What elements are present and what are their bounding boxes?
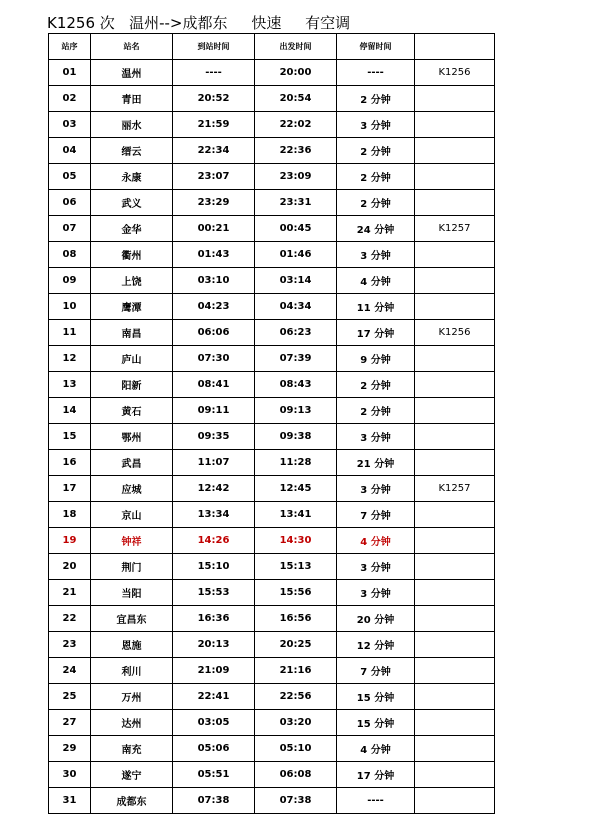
table-row: [49, 138, 495, 164]
stop-duration: 2 分钟: [337, 164, 415, 190]
arrive-time: 22:34: [173, 138, 255, 164]
stop-duration: 7 分钟: [337, 658, 415, 684]
stop-duration: 4 分钟: [337, 268, 415, 294]
stop-duration: 24 分钟: [337, 216, 415, 242]
depart-time: 09:38: [255, 424, 337, 450]
stop-seq: 13: [49, 372, 91, 398]
train-number: [415, 450, 495, 476]
arrive-time: 00:21: [173, 216, 255, 242]
train-number: K1256: [415, 320, 495, 346]
table-row: [49, 684, 495, 710]
depart-time: 16:56: [255, 606, 337, 632]
arrive-time: 08:41: [173, 372, 255, 398]
train-number: [415, 606, 495, 632]
arrive-time: 03:05: [173, 710, 255, 736]
arrive-time: 01:43: [173, 242, 255, 268]
table-row: [49, 190, 495, 216]
station-name: 永康: [91, 164, 173, 190]
table-row: [49, 736, 495, 762]
table-row: [49, 294, 495, 320]
arrive-time: 06:06: [173, 320, 255, 346]
stop-seq: 20: [49, 554, 91, 580]
station-name: 鹰潭: [91, 294, 173, 320]
stop-seq: 04: [49, 138, 91, 164]
table-row: [49, 164, 495, 190]
arrive-time: 07:38: [173, 788, 255, 814]
stop-duration: 2 分钟: [337, 398, 415, 424]
stop-duration: 12 分钟: [337, 632, 415, 658]
stop-duration: 9 分钟: [337, 346, 415, 372]
train-number: K1257: [415, 476, 495, 502]
train-number: [415, 658, 495, 684]
stop-duration: 2 分钟: [337, 138, 415, 164]
header-row: [49, 34, 495, 60]
station-name: 当阳: [91, 580, 173, 606]
depart-time: 00:45: [255, 216, 337, 242]
train-number: [415, 684, 495, 710]
stop-duration: 3 分钟: [337, 476, 415, 502]
table-row: [49, 710, 495, 736]
depart-time: 13:41: [255, 502, 337, 528]
depart-time: 21:16: [255, 658, 337, 684]
stop-seq: 31: [49, 788, 91, 814]
table-row: [49, 398, 495, 424]
stop-seq: 15: [49, 424, 91, 450]
header-train: [415, 34, 495, 60]
train-number: K1256: [415, 60, 495, 86]
table-row: [49, 60, 495, 86]
arrive-time: 11:07: [173, 450, 255, 476]
station-name: 缙云: [91, 138, 173, 164]
station-name: 衢州: [91, 242, 173, 268]
station-name: 达州: [91, 710, 173, 736]
arrive-time: ----: [173, 60, 255, 86]
stop-seq: 07: [49, 216, 91, 242]
stop-seq: 06: [49, 190, 91, 216]
train-number: [415, 164, 495, 190]
stop-duration: 2 分钟: [337, 372, 415, 398]
station-name: 南充: [91, 736, 173, 762]
station-name: 温州: [91, 60, 173, 86]
stop-seq: 02: [49, 86, 91, 112]
arrive-time: 20:52: [173, 86, 255, 112]
train-number: [415, 112, 495, 138]
station-name: 武昌: [91, 450, 173, 476]
arrive-time: 09:35: [173, 424, 255, 450]
arrive-time: 22:41: [173, 684, 255, 710]
stop-seq: 09: [49, 268, 91, 294]
stop-seq: 18: [49, 502, 91, 528]
train-number: [415, 710, 495, 736]
table-row: [49, 762, 495, 788]
train-number: [415, 372, 495, 398]
stop-seq: 19: [49, 528, 91, 554]
table-row: [49, 554, 495, 580]
station-name: 丽水: [91, 112, 173, 138]
station-name: 武义: [91, 190, 173, 216]
train-number: [415, 398, 495, 424]
stop-duration: 3 分钟: [337, 554, 415, 580]
stop-seq: 10: [49, 294, 91, 320]
depart-time: 20:25: [255, 632, 337, 658]
stop-seq: 24: [49, 658, 91, 684]
table-row: [49, 788, 495, 814]
station-name: 青田: [91, 86, 173, 112]
document-title: K1256 次 温州-->成都东 快速 有空调: [47, 14, 351, 32]
table-row: [49, 502, 495, 528]
depart-time: 03:14: [255, 268, 337, 294]
arrive-time: 21:59: [173, 112, 255, 138]
stop-seq: 12: [49, 346, 91, 372]
train-number: [415, 424, 495, 450]
depart-time: 20:00: [255, 60, 337, 86]
depart-time: 22:02: [255, 112, 337, 138]
stop-duration: ----: [337, 788, 415, 814]
stop-seq: 27: [49, 710, 91, 736]
header-seq: 站序: [49, 34, 91, 60]
stop-duration: 7 分钟: [337, 502, 415, 528]
table-row: [49, 86, 495, 112]
depart-time: 23:09: [255, 164, 337, 190]
timetable: [48, 33, 495, 814]
station-name: 应城: [91, 476, 173, 502]
stop-seq: 08: [49, 242, 91, 268]
depart-time: 07:39: [255, 346, 337, 372]
table-row: [49, 658, 495, 684]
stop-seq: 25: [49, 684, 91, 710]
stop-seq: 11: [49, 320, 91, 346]
depart-time: 09:13: [255, 398, 337, 424]
stop-seq: 23: [49, 632, 91, 658]
stop-seq: 30: [49, 762, 91, 788]
train-number: [415, 346, 495, 372]
arrive-time: 15:53: [173, 580, 255, 606]
depart-time: 15:13: [255, 554, 337, 580]
station-name: 阳新: [91, 372, 173, 398]
table-row: [49, 242, 495, 268]
stop-duration: 17 分钟: [337, 320, 415, 346]
depart-time: 22:56: [255, 684, 337, 710]
train-number: [415, 190, 495, 216]
arrive-time: 05:51: [173, 762, 255, 788]
station-name: 庐山: [91, 346, 173, 372]
stop-seq: 16: [49, 450, 91, 476]
stop-duration: 4 分钟: [337, 528, 415, 554]
depart-time: 15:56: [255, 580, 337, 606]
stop-duration: ----: [337, 60, 415, 86]
depart-time: 08:43: [255, 372, 337, 398]
station-name: 遂宁: [91, 762, 173, 788]
train-number: [415, 138, 495, 164]
table-row: [49, 476, 495, 502]
table-row: [49, 450, 495, 476]
table-row: [49, 528, 495, 554]
station-name: 恩施: [91, 632, 173, 658]
arrive-time: 07:30: [173, 346, 255, 372]
stop-seq: 03: [49, 112, 91, 138]
table-row: [49, 268, 495, 294]
depart-time: 01:46: [255, 242, 337, 268]
arrive-time: 20:13: [173, 632, 255, 658]
table-row: [49, 632, 495, 658]
stop-duration: 15 分钟: [337, 684, 415, 710]
stop-seq: 01: [49, 60, 91, 86]
table-row: [49, 580, 495, 606]
train-number: [415, 528, 495, 554]
station-name: 荆门: [91, 554, 173, 580]
stop-duration: 4 分钟: [337, 736, 415, 762]
train-number: [415, 502, 495, 528]
depart-time: 06:23: [255, 320, 337, 346]
train-number: [415, 268, 495, 294]
table-row: [49, 372, 495, 398]
depart-time: 07:38: [255, 788, 337, 814]
header-depart: 出发时间: [255, 34, 337, 60]
station-name: 利川: [91, 658, 173, 684]
arrive-time: 05:06: [173, 736, 255, 762]
stop-seq: 21: [49, 580, 91, 606]
depart-time: 14:30: [255, 528, 337, 554]
stop-duration: 3 分钟: [337, 580, 415, 606]
arrive-time: 13:34: [173, 502, 255, 528]
stop-duration: 2 分钟: [337, 86, 415, 112]
stop-seq: 14: [49, 398, 91, 424]
station-name: 钟祥: [91, 528, 173, 554]
table-row: [49, 320, 495, 346]
arrive-time: 09:11: [173, 398, 255, 424]
stop-duration: 20 分钟: [337, 606, 415, 632]
train-number: [415, 736, 495, 762]
table-row: [49, 424, 495, 450]
table-row: [49, 606, 495, 632]
table-row: [49, 216, 495, 242]
arrive-time: 23:07: [173, 164, 255, 190]
table-row: [49, 112, 495, 138]
stop-seq: 29: [49, 736, 91, 762]
station-name: 南昌: [91, 320, 173, 346]
train-number: [415, 762, 495, 788]
table-row: [49, 346, 495, 372]
arrive-time: 15:10: [173, 554, 255, 580]
train-number: [415, 86, 495, 112]
depart-time: 20:54: [255, 86, 337, 112]
header-arrive: 到站时间: [173, 34, 255, 60]
train-number: [415, 294, 495, 320]
arrive-time: 23:29: [173, 190, 255, 216]
depart-time: 06:08: [255, 762, 337, 788]
stop-duration: 2 分钟: [337, 190, 415, 216]
station-name: 黄石: [91, 398, 173, 424]
stop-duration: 3 分钟: [337, 242, 415, 268]
stop-duration: 3 分钟: [337, 424, 415, 450]
arrive-time: 12:42: [173, 476, 255, 502]
depart-time: 11:28: [255, 450, 337, 476]
arrive-time: 21:09: [173, 658, 255, 684]
station-name: 金华: [91, 216, 173, 242]
header-stop: 停留时间: [337, 34, 415, 60]
station-name: 宜昌东: [91, 606, 173, 632]
station-name: 上饶: [91, 268, 173, 294]
arrive-time: 16:36: [173, 606, 255, 632]
station-name: 万州: [91, 684, 173, 710]
arrive-time: 04:23: [173, 294, 255, 320]
station-name: 京山: [91, 502, 173, 528]
stop-duration: 3 分钟: [337, 112, 415, 138]
depart-time: 05:10: [255, 736, 337, 762]
train-number: [415, 242, 495, 268]
depart-time: 12:45: [255, 476, 337, 502]
depart-time: 04:34: [255, 294, 337, 320]
stop-duration: 15 分钟: [337, 710, 415, 736]
train-number: K1257: [415, 216, 495, 242]
stop-seq: 17: [49, 476, 91, 502]
station-name: 鄂州: [91, 424, 173, 450]
stop-seq: 05: [49, 164, 91, 190]
depart-time: 03:20: [255, 710, 337, 736]
arrive-time: 03:10: [173, 268, 255, 294]
stop-duration: 21 分钟: [337, 450, 415, 476]
train-number: [415, 580, 495, 606]
stop-duration: 17 分钟: [337, 762, 415, 788]
stop-duration: 11 分钟: [337, 294, 415, 320]
depart-time: 23:31: [255, 190, 337, 216]
stop-seq: 22: [49, 606, 91, 632]
train-number: [415, 788, 495, 814]
header-station: 站名: [91, 34, 173, 60]
depart-time: 22:36: [255, 138, 337, 164]
station-name: 成都东: [91, 788, 173, 814]
train-number: [415, 632, 495, 658]
arrive-time: 14:26: [173, 528, 255, 554]
train-number: [415, 554, 495, 580]
